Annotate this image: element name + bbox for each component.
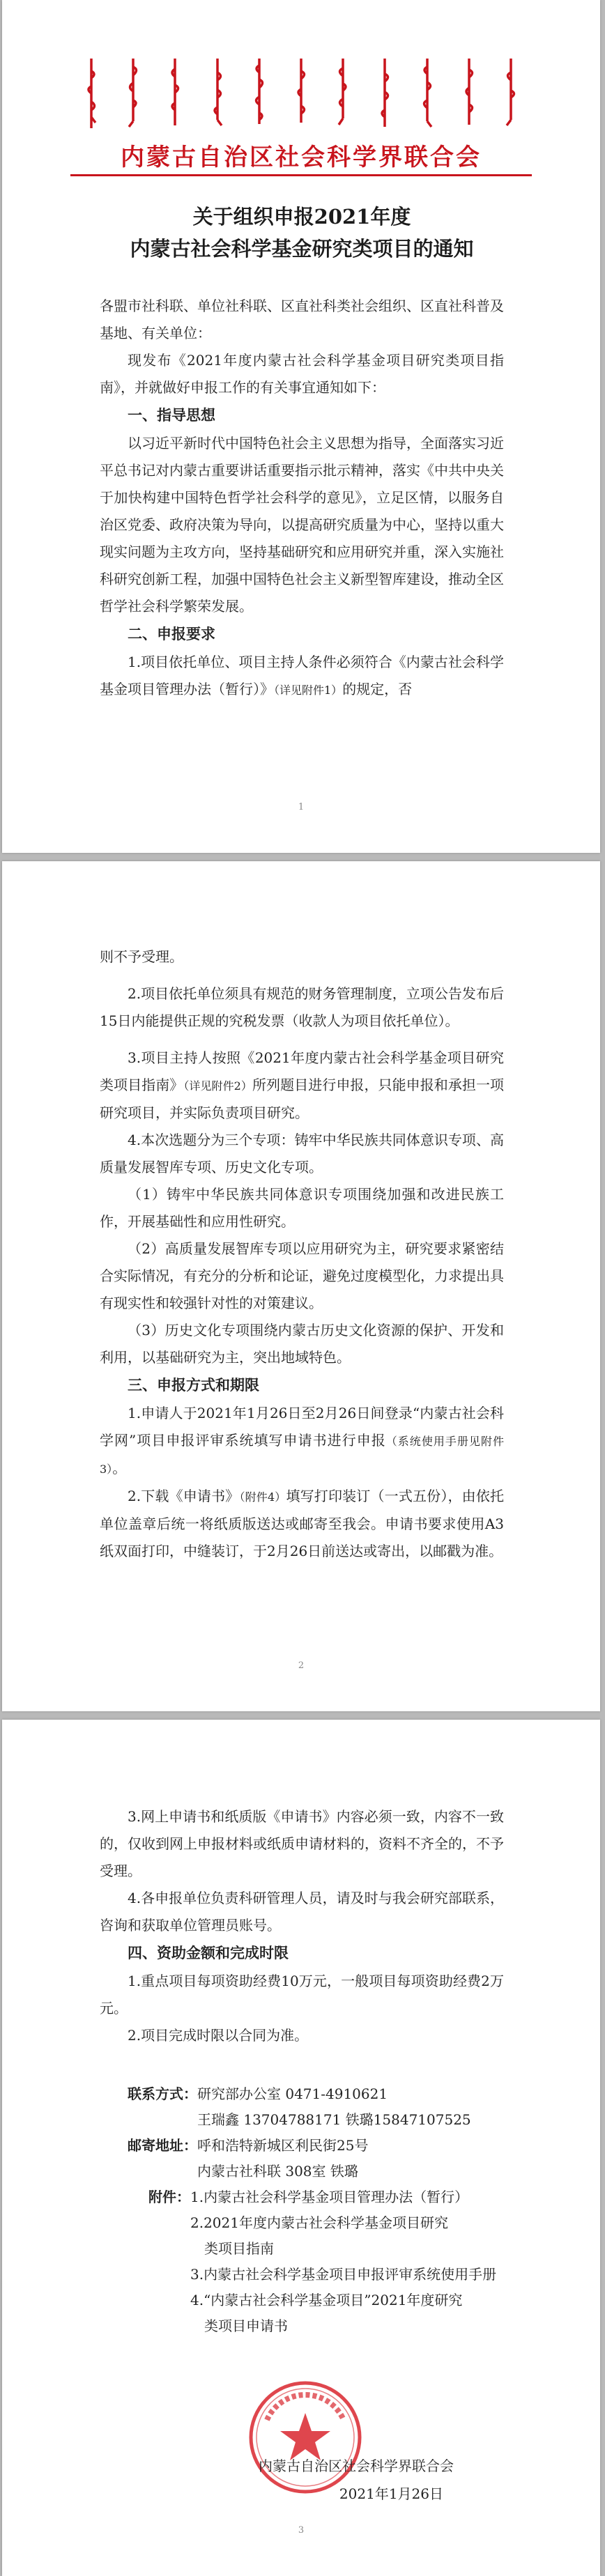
mongolian-glyph	[166, 59, 184, 128]
contact-line1: 研究部办公室 0471-4910621	[197, 2085, 388, 2102]
mongolian-glyph	[460, 59, 478, 128]
intro-paragraph: 现发布《2021年度内蒙古社会科学基金项目研究类项目指南》，并就做好申报工作的有关事宜通知如下：	[100, 352, 504, 396]
section3-item3: 3.网上申请书和纸质版《申请书》内容必须一致，内容不一致的，仅收到网上申报材料或纸质申请材料的，资料不齐全的，不予受理。	[100, 1808, 504, 1879]
section2-item2: 2.项目依托单位须具有规范的财务管理制度，立项公告发布后15日内能提供正规的究税发票（收款人为项目依托单位）。	[100, 985, 504, 1029]
item-small-note: （详见附件2）	[183, 1079, 252, 1093]
mongolian-glyph	[208, 59, 227, 128]
document-page-3	[2, 1720, 600, 2576]
item-text: 。	[112, 1460, 127, 1476]
mongolian-glyph	[250, 59, 268, 128]
letterhead-red-rule	[70, 174, 532, 176]
mongolian-glyph	[124, 59, 142, 128]
notice-title-line2: 内蒙古社会科学基金研究类项目的通知	[130, 237, 474, 261]
section2-heading: 二、申报要求	[128, 626, 215, 642]
item-text: 3.项目主持人按照《2021年度内蒙古社会科学基金项目研究类项目指南》	[100, 1049, 504, 1093]
attachment-4-line1: 4.“内蒙古社会科学基金项目”2021年度研究	[190, 2292, 463, 2308]
attachment-2-line1: 2.2021年度内蒙古社会科学基金项目研究	[190, 2214, 448, 2231]
attachment-3: 3.内蒙古社会科学基金项目申报评审系统使用手册	[190, 2266, 497, 2283]
item-text: 2.下载《申请书》	[128, 1488, 240, 1504]
section3-item2	[100, 1483, 504, 1565]
mongolian-script-letterhead	[82, 59, 520, 128]
item-text: 1.项目依托单位、项目主持人条件必须符合《内蒙古社会科学基金项目管理办法（暂行）》	[100, 654, 504, 697]
section2-item1-continued: 则不予受理。	[100, 948, 183, 965]
item-small-note: （系统使用手册见附件3）	[100, 1435, 504, 1476]
mail-line2: 内蒙古社科联 308室 铁璐	[197, 2163, 358, 2180]
mongolian-glyph	[292, 59, 310, 128]
item-text: 的规定，否	[342, 681, 413, 697]
document-page-1	[2, 0, 600, 853]
mongolian-glyph	[82, 59, 100, 128]
contact-block	[100, 2081, 504, 2339]
item-text: 1.申请人于2021年1月26日至2月26日间登录“内蒙古社会科学网”项目申报评审系统填写申请书进行申报	[100, 1405, 504, 1449]
contact-line2: 王瑞鑫 13704788171 铁璐15847107525	[197, 2111, 471, 2128]
section2-item4: 4.本次选题分为三个专项：铸牢中华民族共同体意识专项、高质量发展智库专项、历史文化专项。	[100, 1132, 504, 1175]
attachment-2-line2: 类项目指南	[204, 2240, 274, 2257]
section1-body: 以习近平新时代中国特色社会主义思想为指导，全面落实习近平总书记对内蒙古重要讲话重要指示批示精神，落实《中共中央关于加快构建中国特色哲学社会科学的意见》，立足区情，以服务自治区党委、政府决策为导向，以提高研究质量为中心，坚持以重大现实问题为主攻方向，坚持基础研究和应用研究并重，深入实施社科研究创新工程，加强中国特色社会主义新型智库建设，推动全区哲学社会科学繁荣发展。	[100, 435, 504, 615]
section2-item4-1: （1）铸牢中华民族共同体意识专项围绕加强和改进民族工作，开展基础性和应用性研究。	[100, 1186, 504, 1230]
notice-title-line1: 关于组织申报2021年度	[192, 205, 411, 229]
section2-item1	[100, 649, 504, 704]
signature-date: 2021年1月26日	[339, 2485, 443, 2502]
mail-line1: 呼和浩特新城区利民街25号	[197, 2137, 369, 2154]
item-small-note: （详见附件1）	[274, 684, 343, 697]
section2-item4-2: （2）高质量发展智库专项以应用研究为主，研究要求紧密结合实际情况，有充分的分析和论证，避免过度模型化，力求提出具有现实性和较强针对性的对策建议。	[100, 1240, 504, 1311]
item-small-note: （附件4）	[239, 1490, 286, 1504]
org-name-letterhead: 内蒙古自治区社会科学界联合会	[121, 144, 482, 171]
item-text: 所列题目进行申报，只能申报和承担一项研究项目，并实际负责项目研究。	[100, 1077, 505, 1121]
mongolian-glyph	[418, 59, 436, 128]
section4-item1: 1.重点项目每项资助经费10万元，一般项目每项资助经费2万元。	[100, 1973, 504, 2016]
section1-heading: 一、指导思想	[128, 407, 215, 424]
mongolian-glyph	[376, 59, 394, 128]
mongolian-glyph	[502, 59, 520, 128]
section4-heading: 四、资助金额和完成时限	[128, 1945, 289, 1961]
item-text: 填写打印装订（一式五份），由依托单位盖章后统一将纸质版送达或邮寄至我会。申请书要求使用A3纸双面打印，中缝装订，于2月26日前送达或寄出，以邮戳为准。	[100, 1488, 504, 1559]
mongolian-glyph	[334, 59, 352, 128]
section4-item2: 2.项目完成时限以合同为准。	[128, 2027, 309, 2044]
section3-item4: 4.各申报单位负责科研管理人员，请及时与我会研究部联系，咨询和获取单位管理员账号。	[100, 1890, 504, 1934]
page-number: 2	[298, 1660, 305, 1671]
signature-org: 内蒙古自治区社会科学界联合会	[259, 2458, 454, 2474]
addressee: 各盟市社科联、单位社科联、区直社科类社会组织、区直社科普及基地、有关单位：	[100, 298, 504, 341]
attachment-1: 1.内蒙古社会科学基金项目管理办法（暂行）	[190, 2189, 469, 2205]
page-number: 3	[298, 2525, 305, 2536]
attachment-4-line2: 类项目申请书	[204, 2317, 288, 2334]
section2-item4-3: （3）历史文化专项围绕内蒙古历史文化资源的保护、开发和利用，以基础研究为主，突出地域特色。	[100, 1322, 504, 1366]
mail-label: 邮寄地址：	[128, 2137, 197, 2154]
section3-heading: 三、申报方式和期限	[128, 1377, 259, 1394]
section2-item3	[100, 1044, 504, 1127]
document-page-2	[2, 861, 600, 1711]
section3-item1	[100, 1400, 504, 1483]
contact-label: 联系方式：	[128, 2085, 197, 2102]
attachments-label: 附件：	[148, 2189, 190, 2205]
page-number: 1	[298, 802, 305, 812]
